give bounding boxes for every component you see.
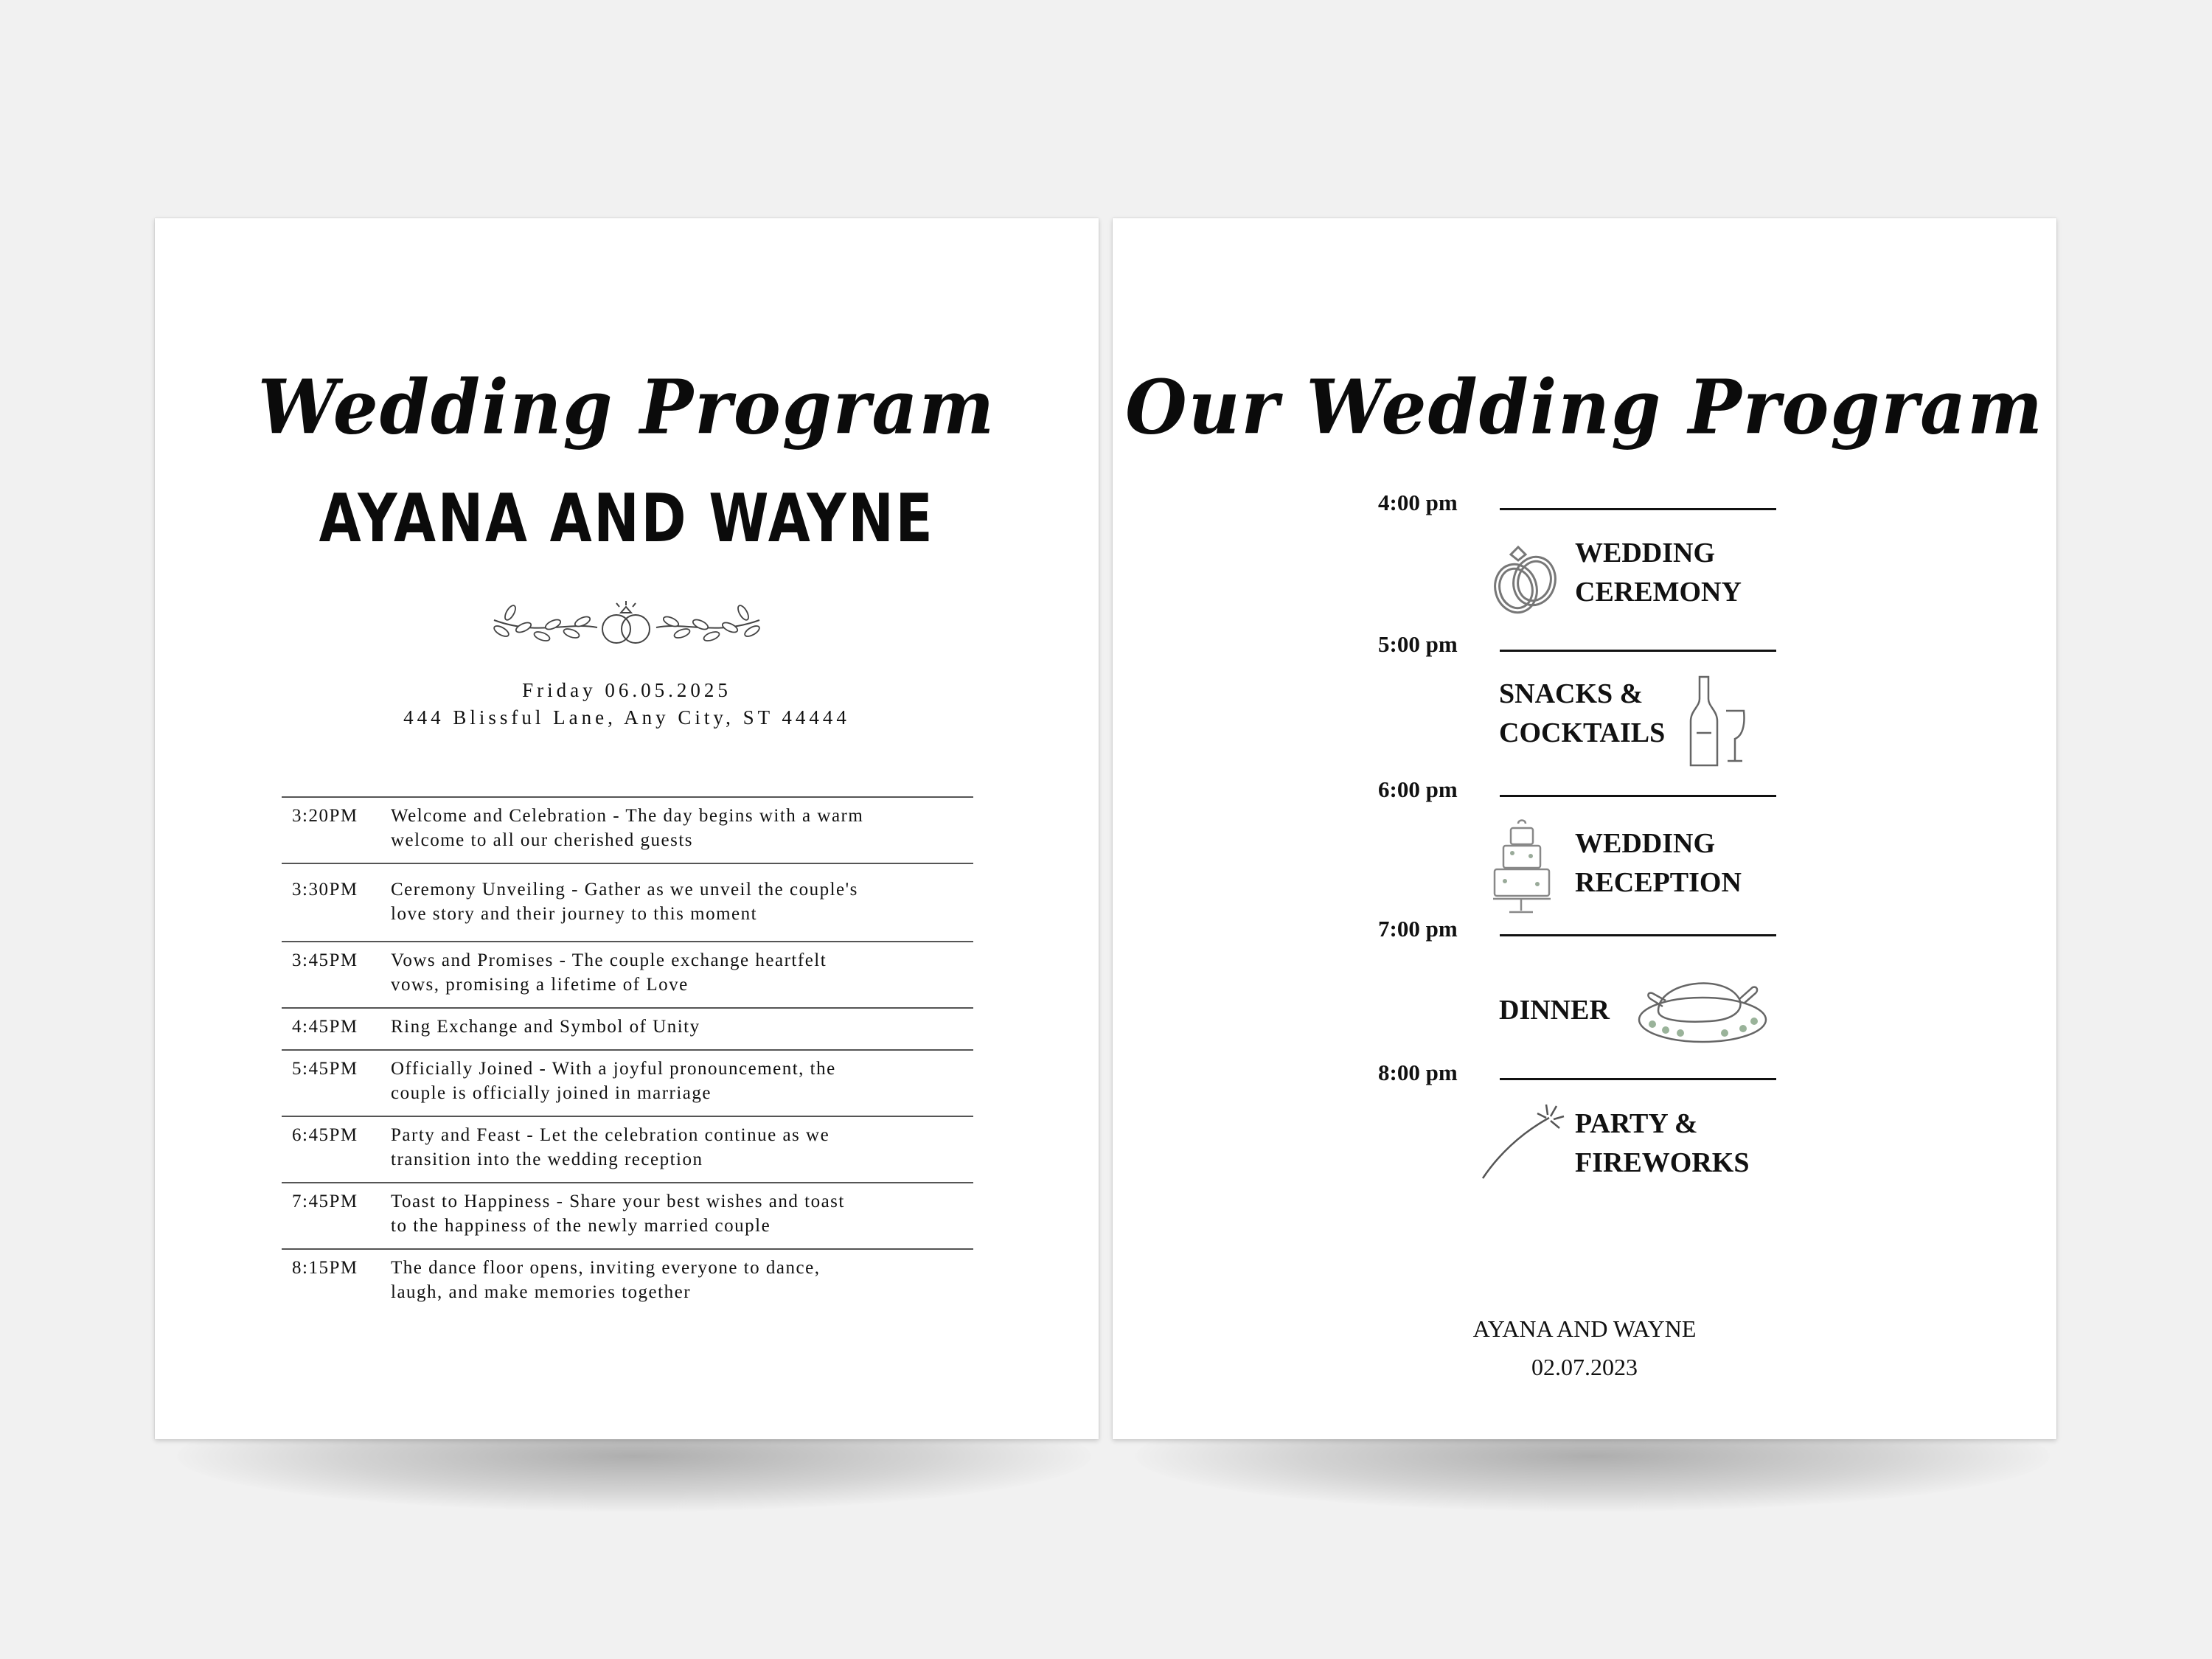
timeline-event-label (1575, 1105, 1749, 1183)
description-line: Officially Joined - With a joyful pronouncement, the (391, 1059, 836, 1079)
rings-laurel-ornament-icon (479, 591, 774, 657)
label-line: WEDDING (1575, 828, 1716, 859)
schedule-row (282, 1117, 973, 1183)
timeline-rule (1500, 934, 1776, 936)
description-line: Ceremony Unveiling - Gather as we unveil the couple's (391, 880, 858, 900)
schedule-description (391, 1015, 973, 1039)
label-line: RECEPTION (1575, 867, 1742, 898)
schedule-row (282, 942, 973, 1009)
schedule-description (391, 1123, 973, 1172)
schedule-row (282, 1009, 973, 1051)
footer-couple-names: AYANA AND WAYNE (1472, 1315, 1697, 1342)
schedule-time: 4:45PM (292, 1017, 358, 1037)
description-line: couple is officially joined in marriage (391, 1083, 712, 1103)
description-line: laugh, and make memories together (391, 1282, 692, 1302)
description-line: transition into the wedding reception (391, 1150, 703, 1169)
schedule-time: 3:30PM (292, 880, 358, 900)
schedule-row (282, 798, 973, 864)
description-line: welcome to all our cherished guests (391, 830, 694, 850)
wedding-cake-icon (1490, 819, 1553, 919)
timeline-event-label (1499, 991, 1610, 1030)
description-line: Party and Feast - Let the celebration continue as we (391, 1125, 830, 1145)
event-date: Friday 06.05.2025 (522, 679, 731, 701)
schedule-description (391, 1256, 973, 1304)
schedule-row (282, 1250, 973, 1315)
label-line: WEDDING (1575, 538, 1716, 568)
timeline-event-label (1575, 534, 1742, 612)
schedule-time: 6:45PM (292, 1125, 358, 1145)
wedding-rings-icon (1483, 537, 1568, 622)
label-line: SNACKS & (1499, 678, 1644, 709)
timeline-time: 7:00 pm (1378, 916, 1458, 942)
label-line: FIREWORKS (1575, 1147, 1750, 1178)
description-line: Toast to Happiness - Share your best wishes and toast (391, 1192, 845, 1211)
label-line: DINNER (1499, 995, 1610, 1026)
timeline-time: 8:00 pm (1378, 1060, 1458, 1085)
timeline-rule (1500, 650, 1776, 652)
schedule-time: 3:45PM (292, 950, 358, 970)
schedule-time: 5:45PM (292, 1059, 358, 1079)
schedule-description (391, 1189, 973, 1238)
firework-rocket-icon (1480, 1102, 1568, 1183)
label-line: CEREMONY (1575, 577, 1742, 608)
schedule-time: 7:45PM (292, 1192, 358, 1211)
schedule-description (391, 804, 973, 852)
wine-bottle-glass-icon (1689, 674, 1748, 770)
timeline-rule (1500, 508, 1776, 510)
schedule-row (282, 1183, 973, 1250)
timeline-rule (1500, 795, 1776, 797)
description-line: to the happiness of the newly married couple (391, 1216, 771, 1236)
schedule-description (391, 1057, 973, 1105)
timeline-time: 6:00 pm (1378, 776, 1458, 802)
right-program-page (1113, 218, 2056, 1439)
left-program-page (155, 218, 1099, 1439)
timeline-time: 5:00 pm (1378, 631, 1458, 657)
schedule-description (391, 877, 973, 926)
schedule-row (282, 1051, 973, 1117)
schedule-time: 8:15PM (292, 1258, 358, 1278)
description-line: love story and their journey to this moment (391, 904, 758, 924)
couple-names-heading: AYANA AND WAYNE (319, 480, 935, 557)
description-line: vows, promising a lifetime of Love (391, 975, 689, 995)
page-title: Wedding Program (257, 364, 996, 451)
timeline-time: 4:00 pm (1378, 490, 1458, 515)
label-line: COCKTAILS (1499, 717, 1666, 748)
roast-turkey-icon (1636, 967, 1769, 1048)
label-line: PARTY & (1575, 1108, 1698, 1139)
timeline-event-label (1575, 824, 1742, 902)
schedule-description (391, 948, 973, 997)
description-line: Ring Exchange and Symbol of Unity (391, 1017, 700, 1037)
page-title: Our Wedding Program (1125, 364, 2044, 451)
footer-date: 02.07.2023 (1531, 1354, 1638, 1380)
description-line: The dance floor opens, inviting everyone to dance, (391, 1258, 821, 1278)
schedule-time: 3:20PM (292, 806, 358, 826)
timeline-rule (1500, 1078, 1776, 1080)
schedule-table (282, 796, 973, 1315)
timeline-event-label (1499, 675, 1665, 753)
description-line: Vows and Promises - The couple exchange heartfelt (391, 950, 827, 970)
schedule-row (282, 864, 973, 942)
event-address: 444 Blissful Lane, Any City, ST 44444 (403, 706, 850, 728)
description-line: Welcome and Celebration - The day begins with a warm (391, 806, 864, 826)
